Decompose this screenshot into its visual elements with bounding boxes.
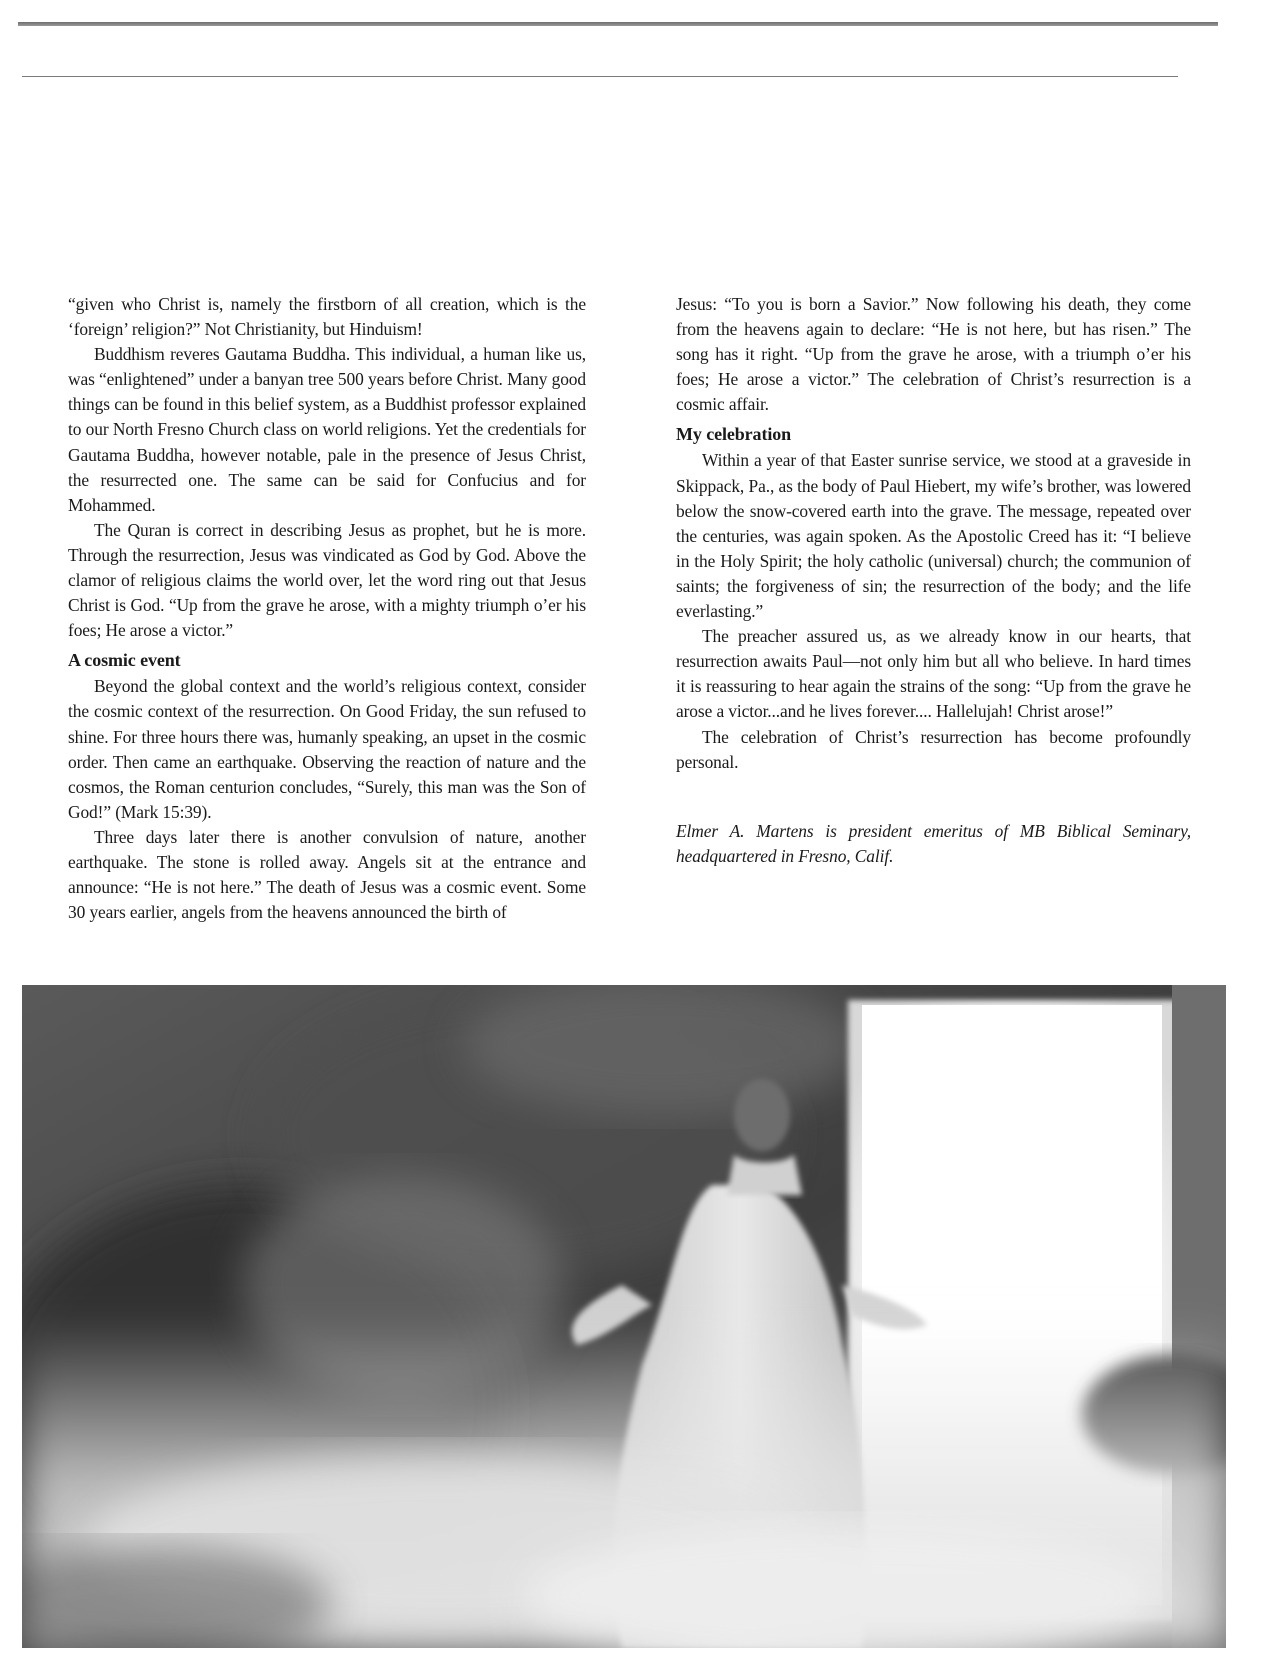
paragraph: The celebration of Christ’s resurrection has become profoundly personal. bbox=[676, 726, 1191, 772]
resurrection-photo bbox=[22, 985, 1226, 1648]
paragraph: Within a year of that Easter sunrise service, we stood at a graveside in Skippack, Pa., as the body of Paul Hiebert, my wife’s brother, was lowered below the snow-covered earth into the grave. The message, repeated over the centuries, was again spoken. As the Apostolic Creed has it: “I believe in the Holy Spirit; the holy catholic (universal) church; the communion of saints; the forgiveness of sin; the resurrection of the body; and the life everlasting.” bbox=[676, 450, 1191, 622]
section-heading: My celebration bbox=[676, 424, 792, 445]
paragraph: Three days later there is another convulsion of nature, another earthquake. The stone is rolled away. Angels sit at the entrance and announce: “He is not here.” The death of Jesus was a cosmic event. Some 30 years earlier, angels from the heavens announced the birth of bbox=[68, 826, 586, 923]
paragraph: The preacher assured us, as we already know in our hearts, that resurrection awaits Paul—not only him but all who believe. In hard times it is reassuring to hear again the strains of the song: “Up from the grave he arose a victor...and he lives forever.... Hallelujah! Christ arose!” bbox=[676, 626, 1191, 722]
paragraph: Beyond the global context and the world’s religious context, consider the cosmic context of the resurrection. On Good Friday, the sun refused to shine. For three hours there was, humanly speaking, an upset in the cosmic order. Then came an earthquake. Observing the reaction of nature and the cosmos, the Roman centurion concludes, “Surely, this man was the Son of God!” (Mark 15:39). bbox=[68, 676, 586, 822]
header-divider bbox=[22, 76, 1178, 77]
paragraph: Buddhism reveres Gautama Buddha. This individual, a human like us, was “enlightened” under a banyan tree 500 years before Christ. Many good things can be found in this belief system, as a Buddhist professor explained to our North Fresno Church class on world religions. Yet the credentials for Gautama Buddha, however notable, pale in the presence of Jesus Christ, the resurrected one. The same can be said for Confucius and for Mohammed. bbox=[68, 344, 586, 515]
paragraph: Jesus: “To you is born a Savior.” Now following his death, they come from the heavens again to declare: “He is not here, but has risen.” The song has it right. “Up from the grave he arose, with a triumph o’er his foes; He arose a victor.” The celebration of Christ’s resurrection is a cosmic affair. bbox=[676, 294, 1191, 415]
paragraph: The Quran is correct in describing Jesus as prophet, but he is more. Through the resurrection, Jesus was vindicated as God by God. Above the clamor of religious claims the world over, let the word ring out that Jesus Christ is God. “Up from the grave he arose, with a mighty triumph o’er his foes; He arose a victor.” bbox=[68, 519, 586, 641]
top-rule bbox=[18, 22, 1218, 26]
right-column bbox=[676, 292, 1191, 869]
author-byline: Elmer A. Martens is president emeritus of MB Biblical Seminary, headquartered in Fresno, Calif. bbox=[676, 820, 1191, 866]
section-heading: A cosmic event bbox=[68, 650, 181, 671]
photo-image bbox=[22, 985, 1226, 1648]
left-column bbox=[68, 292, 586, 925]
paragraph: “given who Christ is, namely the firstborn of all creation, which is the ‘foreign’ religion?” Not Christianity, but Hinduism! bbox=[68, 294, 586, 340]
